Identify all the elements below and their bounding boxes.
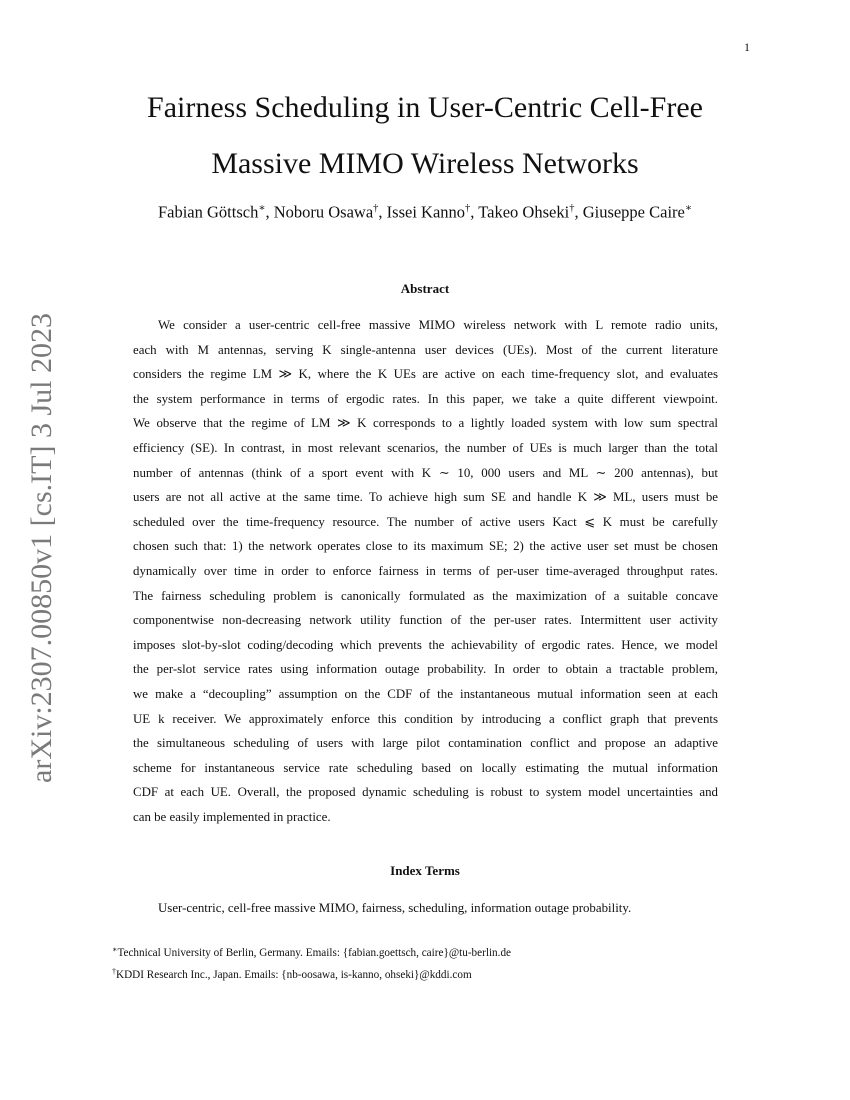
abstract-line: dynamically over time in order to enforce fairness in terms of per-user time-averaged throughput rates. — [133, 563, 718, 578]
abstract-line: The fairness scheduling problem is canonically formulated as the maximization of a suitable concave — [133, 588, 718, 603]
author-affiliation-mark: † — [373, 203, 379, 214]
index-terms-heading: Index Terms — [390, 863, 460, 878]
footnote-text: Technical University of Berlin, Germany. Emails: {fabian.goettsch, caire}@tu-berlin.de — [117, 947, 511, 959]
page-number: 1 — [744, 40, 750, 54]
abstract-line: each with M antennas, serving K single-antenna user devices (UEs). Most of the current literature — [133, 342, 718, 357]
footnote-affiliation — [112, 945, 511, 959]
title-line-2: Massive MIMO Wireless Networks — [211, 147, 639, 180]
footnote-affiliation — [112, 967, 472, 981]
author-affiliation-mark: † — [569, 203, 575, 214]
index-terms-text: User-centric, cell-free massive MIMO, fairness, scheduling, information outage probability. — [158, 901, 632, 915]
author-name: Noboru Osawa — [273, 202, 374, 222]
abstract-line: We observe that the regime of LM ≫ K corresponds to a lightly loaded system with low sum spectral — [133, 416, 718, 431]
author-name: Giuseppe Caire — [582, 202, 685, 222]
abstract-line: can be easily implemented in practice. — [133, 809, 331, 824]
author-affiliation-mark: ∗ — [258, 203, 266, 214]
author-name: Fabian Göttsch — [157, 202, 259, 222]
author-list: Fabian Göttsch∗, Noboru Osawa†, Issei Kanno†, Takeo Ohseki†, Giuseppe Caire∗ — [157, 202, 693, 222]
abstract-line: UE k receiver. We approximately enforce this condition by introducing a conflict graph that prevents — [133, 711, 718, 726]
abstract-line: the per-slot service rates using information outage probability. In order to obtain a tractable problem, — [133, 662, 718, 677]
abstract-line: CDF at each UE. Overall, the proposed dynamic scheduling is robust to system model uncertainties and — [133, 785, 718, 800]
footnote-mark: † — [112, 967, 116, 976]
abstract-line: considers the regime LM ≫ K, where the K UEs are active on each time-frequency slot, and evaluates — [133, 367, 718, 382]
author-affiliation-mark: ∗ — [684, 203, 693, 214]
abstract-line: scheme for instantaneous service rate scheduling based on locally estimating the mutual information — [133, 760, 718, 775]
abstract-line: the simultaneous scheduling of users with large pilot contamination conflict and propose an adaptive — [133, 736, 718, 751]
abstract-line: We consider a user-centric cell-free massive MIMO wireless network with L remote radio units, — [158, 318, 718, 332]
arxiv-identifier-stamp: arXiv:2307.00850v1 [cs.IT] 3 Jul 2023 — [25, 313, 58, 783]
footnote-mark: ∗ — [112, 945, 118, 954]
author-name: Takeo Ohseki — [478, 202, 570, 222]
paper-title — [0, 80, 850, 192]
author-affiliation-mark: † — [465, 203, 471, 214]
author-name: Issei Kanno — [386, 202, 466, 222]
abstract-body — [133, 313, 718, 829]
abstract-line: we make a “decoupling” assumption on the CDF of the instantaneous mutual information seen at each — [133, 686, 718, 701]
abstract-line: number of antennas (think of a sport event with K ∼ 10, 000 users and ML ∼ 200 antennas), but — [133, 465, 718, 480]
abstract-line: componentwise non-decreasing network utility function of the per-user rates. Intermittent user activity — [133, 613, 718, 628]
abstract-line: chosen such that: 1) the network operates close to its maximum SE; 2) the active user set must be chosen — [133, 539, 718, 554]
abstract-line: efficiency (SE). In contrast, in most relevant scenarios, the number of UEs is much larger than the total — [133, 440, 718, 455]
abstract-line: users are not all active at the same time. To achieve high sum SE and handle K ≫ ML, users must be — [133, 490, 718, 505]
abstract-heading: Abstract — [400, 281, 450, 296]
title-line-1: Fairness Scheduling in User-Centric Cell-Free — [147, 91, 703, 124]
abstract-line: imposes slot-by-slot coding/decoding which prevents the achievability of ergodic rates. Hence, we model — [133, 637, 718, 652]
abstract-line: the system performance in terms of ergodic rates. In this paper, we take a quite different viewpoint. — [133, 391, 718, 406]
abstract-line: scheduled over the time-frequency resource. The number of active users Kact ⩽ K must be carefully — [133, 514, 718, 529]
footnote-text: KDDI Research Inc., Japan. Emails: {nb-oosawa, is-kanno, ohseki}@kddi.com — [116, 969, 472, 981]
